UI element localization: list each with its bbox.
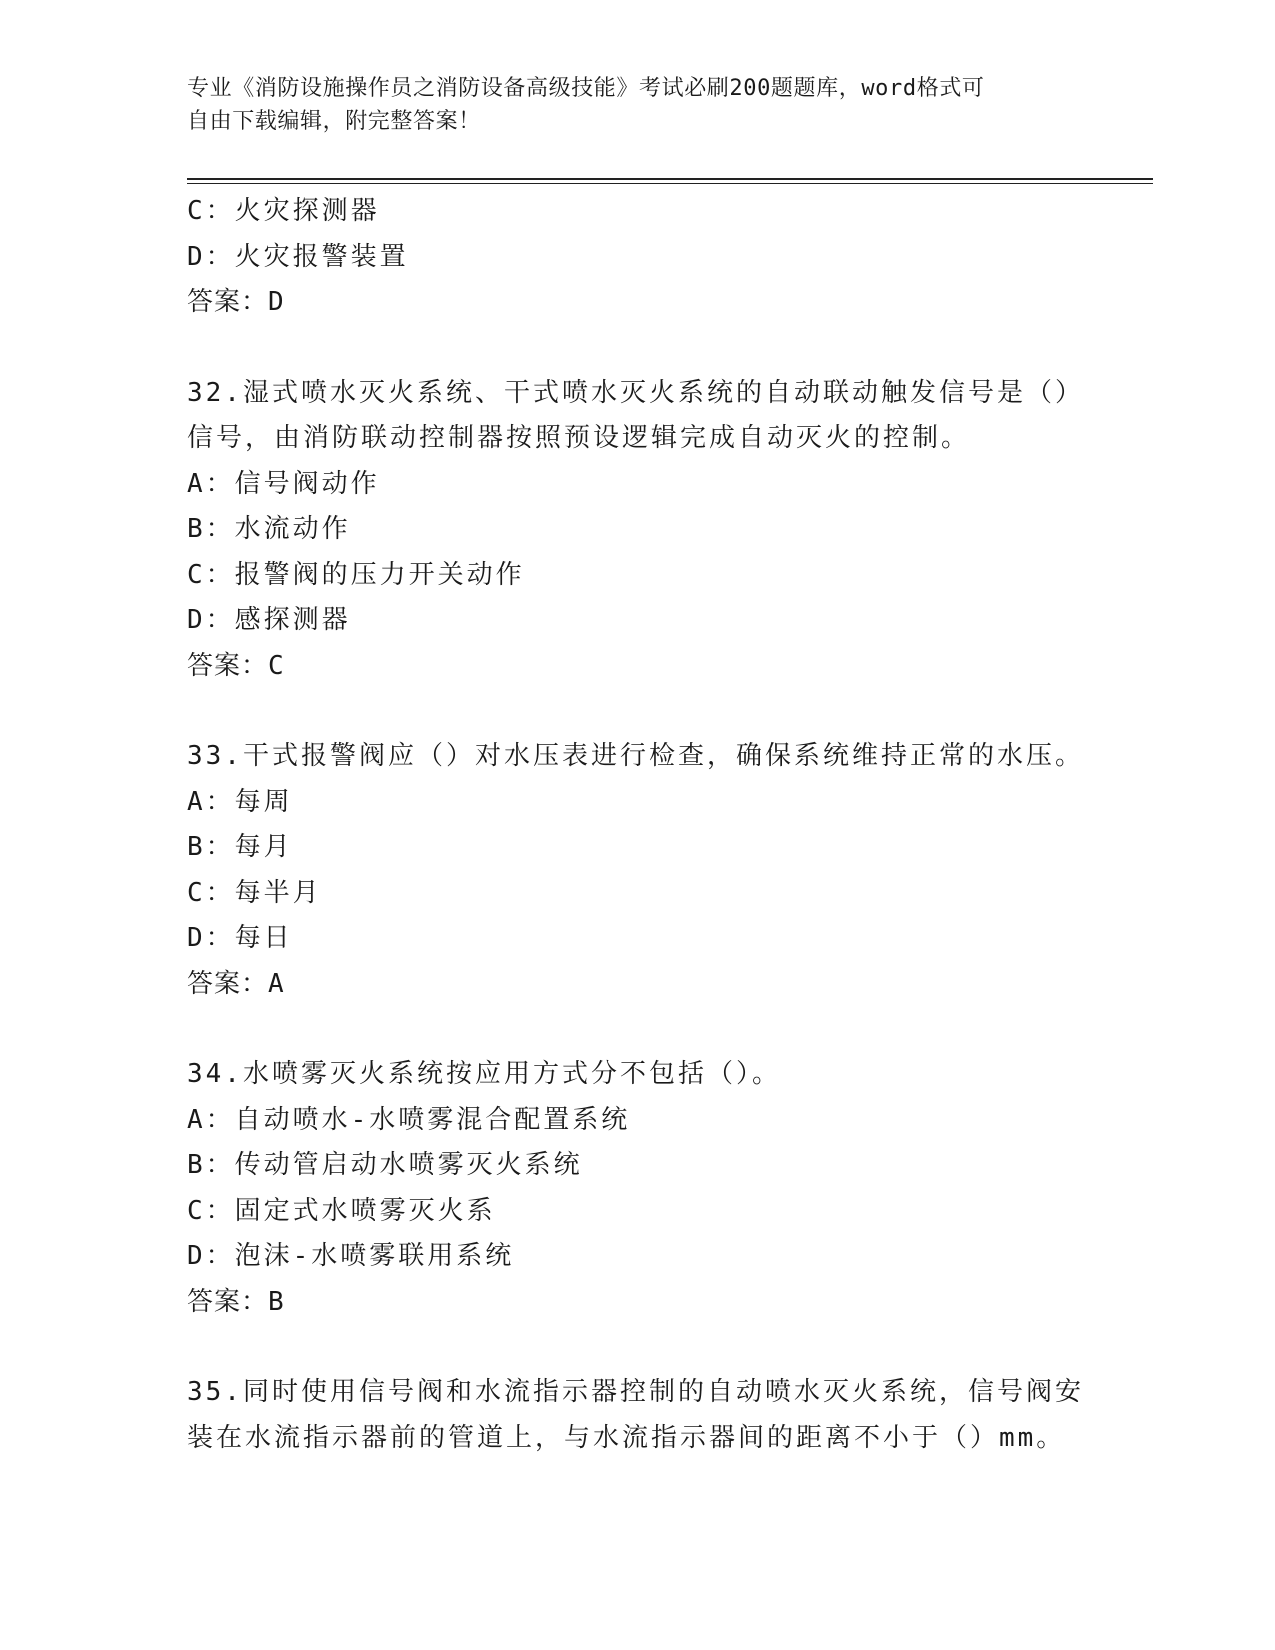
option-a: A：每周 [187, 786, 293, 817]
question-stem: 35.同时使用信号阀和水流指示器控制的自动喷水灭火系统，信号阀安 [187, 1377, 1084, 1407]
option-c: C：火灾探测器 [187, 196, 380, 226]
option-c: C：报警阀的压力开关动作 [187, 559, 525, 590]
option-d: D：泡沫-水喷雾联用系统 [187, 1241, 515, 1271]
answer-line: 答案：D [187, 287, 285, 317]
question-33 [187, 734, 1107, 1007]
header-line-1: 专业《消防设施操作员之消防设备高级技能》考试必刷200题题库，word格式可 [187, 76, 985, 101]
question-32 [187, 371, 1107, 690]
option-b: B：传动管启动水喷雾灭火系统 [187, 1150, 583, 1180]
question-stem: 装在水流指示器前的管道上，与水流指示器间的距离不小于（）mm。 [187, 1422, 1066, 1453]
option-d: D：火灾报警装置 [187, 241, 409, 272]
header-line-2: 自由下载编辑，附完整答案！ [187, 109, 481, 134]
question-35 [187, 1370, 1107, 1461]
header-divider-thick [187, 178, 1153, 180]
header-divider-thin [187, 183, 1153, 184]
option-a: A：自动喷水-水喷雾混合配置系统 [187, 1104, 631, 1135]
question-stem: 信号，由消防联动控制器按照预设逻辑完成自动灭火的控制。 [187, 423, 971, 453]
question-34 [187, 1052, 1107, 1325]
option-b: B：每月 [187, 832, 293, 862]
option-a: A：信号阀动作 [187, 468, 380, 499]
question-stem: 32.湿式喷水灭火系统、干式喷水灭火系统的自动联动触发信号是（） [187, 377, 1084, 408]
document-header [187, 72, 1087, 138]
answer-line: 答案：B [187, 1286, 285, 1317]
option-d: D：感探测器 [187, 605, 351, 635]
question-list [187, 189, 1107, 1461]
answer-line: 答案：C [187, 650, 285, 681]
option-c: C：固定式水喷雾灭火系 [187, 1195, 496, 1226]
option-b: B：水流动作 [187, 514, 351, 544]
partial-question [187, 189, 1107, 326]
question-stem: 33.干式报警阀应（）对水压表进行检查，确保系统维持正常的水压。 [187, 741, 1084, 771]
question-stem: 34.水喷雾灭火系统按应用方式分不包括（）。 [187, 1059, 781, 1089]
option-c: C：每半月 [187, 877, 322, 908]
answer-line: 答案：A [187, 968, 285, 999]
option-d: D：每日 [187, 923, 293, 953]
